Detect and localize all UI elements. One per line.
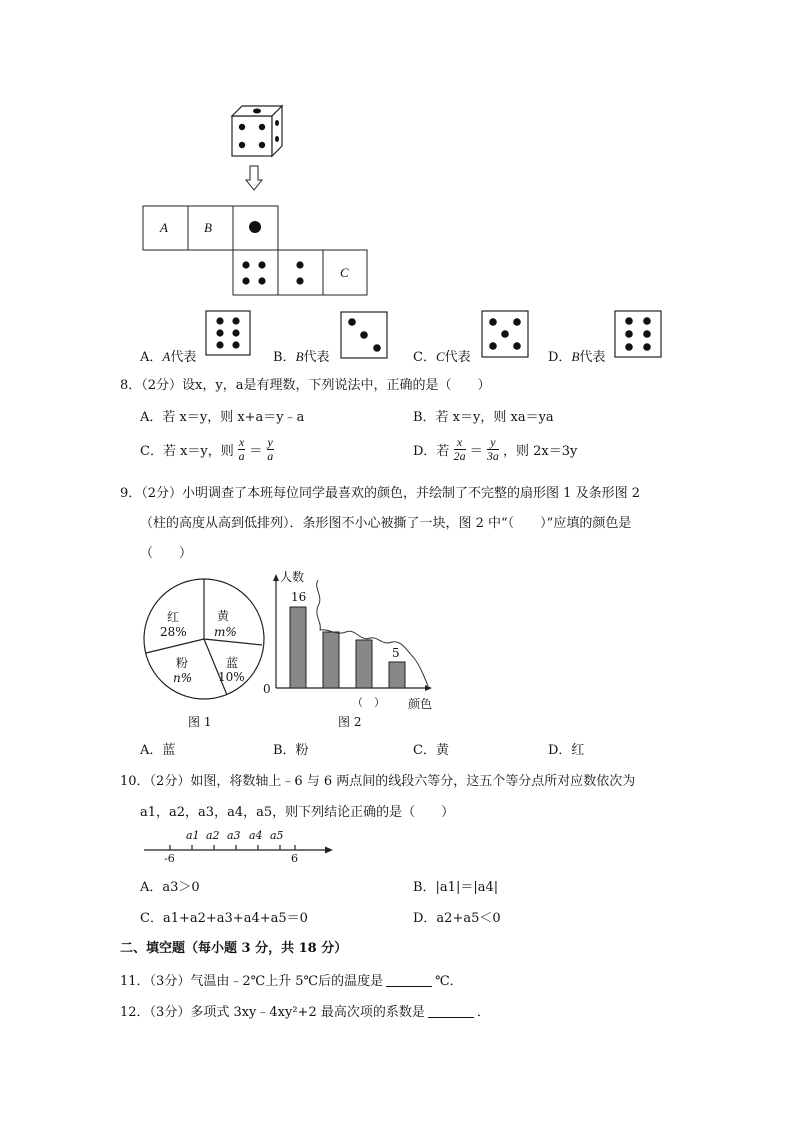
option-letter: C． bbox=[413, 350, 436, 365]
fraction: $\frac{x}{a}$ bbox=[238, 435, 245, 463]
bar-last-value: 5 bbox=[392, 646, 400, 660]
net-label-b: B bbox=[204, 220, 212, 235]
q11-unit: ℃． bbox=[435, 974, 463, 989]
axis-right-label: 6 bbox=[291, 852, 298, 865]
six-pip-die-icon bbox=[205, 310, 251, 356]
option-text: 代表 bbox=[303, 350, 330, 365]
six-pip-die-icon bbox=[614, 310, 662, 358]
axis-point-a5: a5 bbox=[270, 829, 284, 842]
bar-2 bbox=[323, 632, 339, 688]
axis-point-a4: a4 bbox=[249, 829, 263, 842]
q8-option-c[interactable]: C．若 x＝y，则 $\frac{x}{a}$ ＝ $\frac{y}{a}$ bbox=[140, 435, 274, 463]
q7-option-a[interactable] bbox=[140, 310, 260, 365]
option-text: 代表 bbox=[579, 350, 606, 365]
q9-pie-figure bbox=[140, 570, 270, 730]
q10-number-line bbox=[140, 828, 340, 868]
q7-option-d[interactable] bbox=[548, 310, 678, 365]
option-var: C bbox=[435, 349, 445, 364]
option-var: B bbox=[571, 349, 580, 364]
q9-option-b[interactable]: B．粉 bbox=[273, 743, 309, 758]
q9-stem-line3: （ ） bbox=[140, 546, 193, 561]
pie-blue-label: 蓝 bbox=[226, 656, 239, 670]
q9-stem-line1: 9．（2分）小明调查了本班每位同学最喜欢的颜色，并绘制了不完整的扇形图 1 及条形图 2 bbox=[120, 486, 640, 501]
bar-xlabel: 颜色 bbox=[408, 697, 433, 711]
bar-ylabel: 人数 bbox=[280, 570, 305, 584]
axis-point-a2: a2 bbox=[206, 829, 220, 842]
q10-option-d[interactable]: D．a2+a5＜0 bbox=[413, 911, 501, 926]
q7-figure bbox=[140, 100, 380, 300]
option-text: C．若 x＝y，则 bbox=[140, 444, 234, 459]
option-text: 代表 bbox=[444, 350, 471, 365]
five-pip-die-icon bbox=[481, 310, 529, 358]
option-var: A bbox=[162, 349, 171, 364]
axis-point-a1: a1 bbox=[186, 829, 200, 842]
option-text: D．若 bbox=[413, 444, 450, 459]
option-letter: B． bbox=[273, 350, 296, 365]
axis-point-a3: a3 bbox=[227, 829, 241, 842]
option-letter: D． bbox=[548, 350, 572, 365]
section-heading: 二、填空题（每小题 3 分，共 18 分） bbox=[120, 941, 348, 956]
bar-zero: 0 bbox=[263, 682, 271, 696]
q10-stem-line1: 10．（2分）如图，将数轴上﹣6 与 6 两点间的线段六等分，这五个等分点所对应数依次为 bbox=[120, 774, 636, 789]
three-pip-die-icon bbox=[340, 311, 388, 359]
bar-chart bbox=[258, 566, 438, 716]
pie-yellow-label: 黄 bbox=[217, 609, 230, 623]
q11-answer-blank[interactable] bbox=[386, 974, 432, 987]
q8-stem: 8．（2分）设x，y，a是有理数，下列说法中，正确的是（ ） bbox=[120, 378, 491, 393]
q12-text: 12．（3分）多项式 3xy﹣4xy²+2 最高次项的系数是 bbox=[120, 1005, 425, 1020]
q8-option-d[interactable]: D．若 $\frac{x}{2a}$ ＝ $\frac{y}{3a}$ ，则 2x＝3y bbox=[413, 435, 578, 463]
option-text: 代表 bbox=[170, 350, 197, 365]
fig2-caption: 图 2 bbox=[338, 715, 362, 729]
axis-left-label: -6 bbox=[164, 852, 175, 865]
pie-red-pct: 28% bbox=[160, 625, 187, 639]
down-arrow-icon bbox=[246, 166, 262, 190]
pie-yellow-pct: m% bbox=[214, 625, 237, 639]
fig1-caption: 图 1 bbox=[188, 715, 212, 729]
pie-blue-pct: 10% bbox=[218, 670, 245, 684]
fraction: $\frac{x}{2a}$ bbox=[453, 435, 466, 463]
bar-1 bbox=[290, 607, 306, 688]
bar-4 bbox=[389, 662, 405, 688]
q10-option-b[interactable]: B．|a1|＝|a4| bbox=[413, 880, 499, 895]
q9-stem-line2: （柱的高度从高到低排列）．条形图不小心被撕了一块，图 2 中“（ ）”应填的颜色是 bbox=[140, 516, 632, 531]
q10-stem-line2: a1，a2，a3，a4，a5，则下列结论正确的是（ ） bbox=[140, 805, 455, 820]
pie-red-label: 红 bbox=[167, 610, 180, 624]
q7-option-b[interactable] bbox=[273, 310, 403, 365]
cube-icon bbox=[232, 106, 282, 156]
q9-option-a[interactable]: A．蓝 bbox=[140, 743, 176, 758]
q11-text: 11．（3分）气温由﹣2℃上升 5℃后的温度是 bbox=[120, 974, 384, 989]
pie-pink-label: 粉 bbox=[176, 656, 189, 670]
q11 bbox=[120, 970, 463, 989]
option-text: ，则 2x＝3y bbox=[503, 444, 578, 459]
q9-option-d[interactable]: D．红 bbox=[548, 743, 585, 758]
pie-chart bbox=[140, 570, 270, 710]
option-var: B bbox=[295, 349, 304, 364]
q7-option-c[interactable] bbox=[413, 310, 543, 365]
q9-bar-figure bbox=[258, 566, 438, 736]
q8-option-a[interactable]: A．若 x＝y，则 x+a＝y﹣a bbox=[140, 410, 305, 425]
pie-pink-pct: n% bbox=[173, 671, 193, 685]
q10-option-c[interactable]: C．a1+a2+a3+a4+a5＝0 bbox=[140, 911, 308, 926]
q8-option-b[interactable]: B．若 x＝y，则 xa＝ya bbox=[413, 410, 554, 425]
q10-option-a[interactable]: A．a3＞0 bbox=[140, 880, 200, 895]
q9-option-c[interactable]: C．黄 bbox=[413, 743, 449, 758]
net-label-c: C bbox=[340, 265, 349, 280]
q12-answer-blank[interactable] bbox=[428, 1005, 474, 1018]
fraction: $\frac{y}{3a}$ bbox=[486, 435, 499, 463]
option-letter: A． bbox=[140, 350, 163, 365]
q12-end: ． bbox=[476, 1005, 490, 1020]
bar-top-value: 16 bbox=[291, 590, 307, 604]
bar-blank: （ ） bbox=[352, 696, 385, 709]
fraction: $\frac{y}{a}$ bbox=[267, 435, 274, 463]
q12 bbox=[120, 1001, 490, 1020]
net-label-a: A bbox=[160, 220, 168, 235]
bar-3 bbox=[356, 640, 372, 688]
